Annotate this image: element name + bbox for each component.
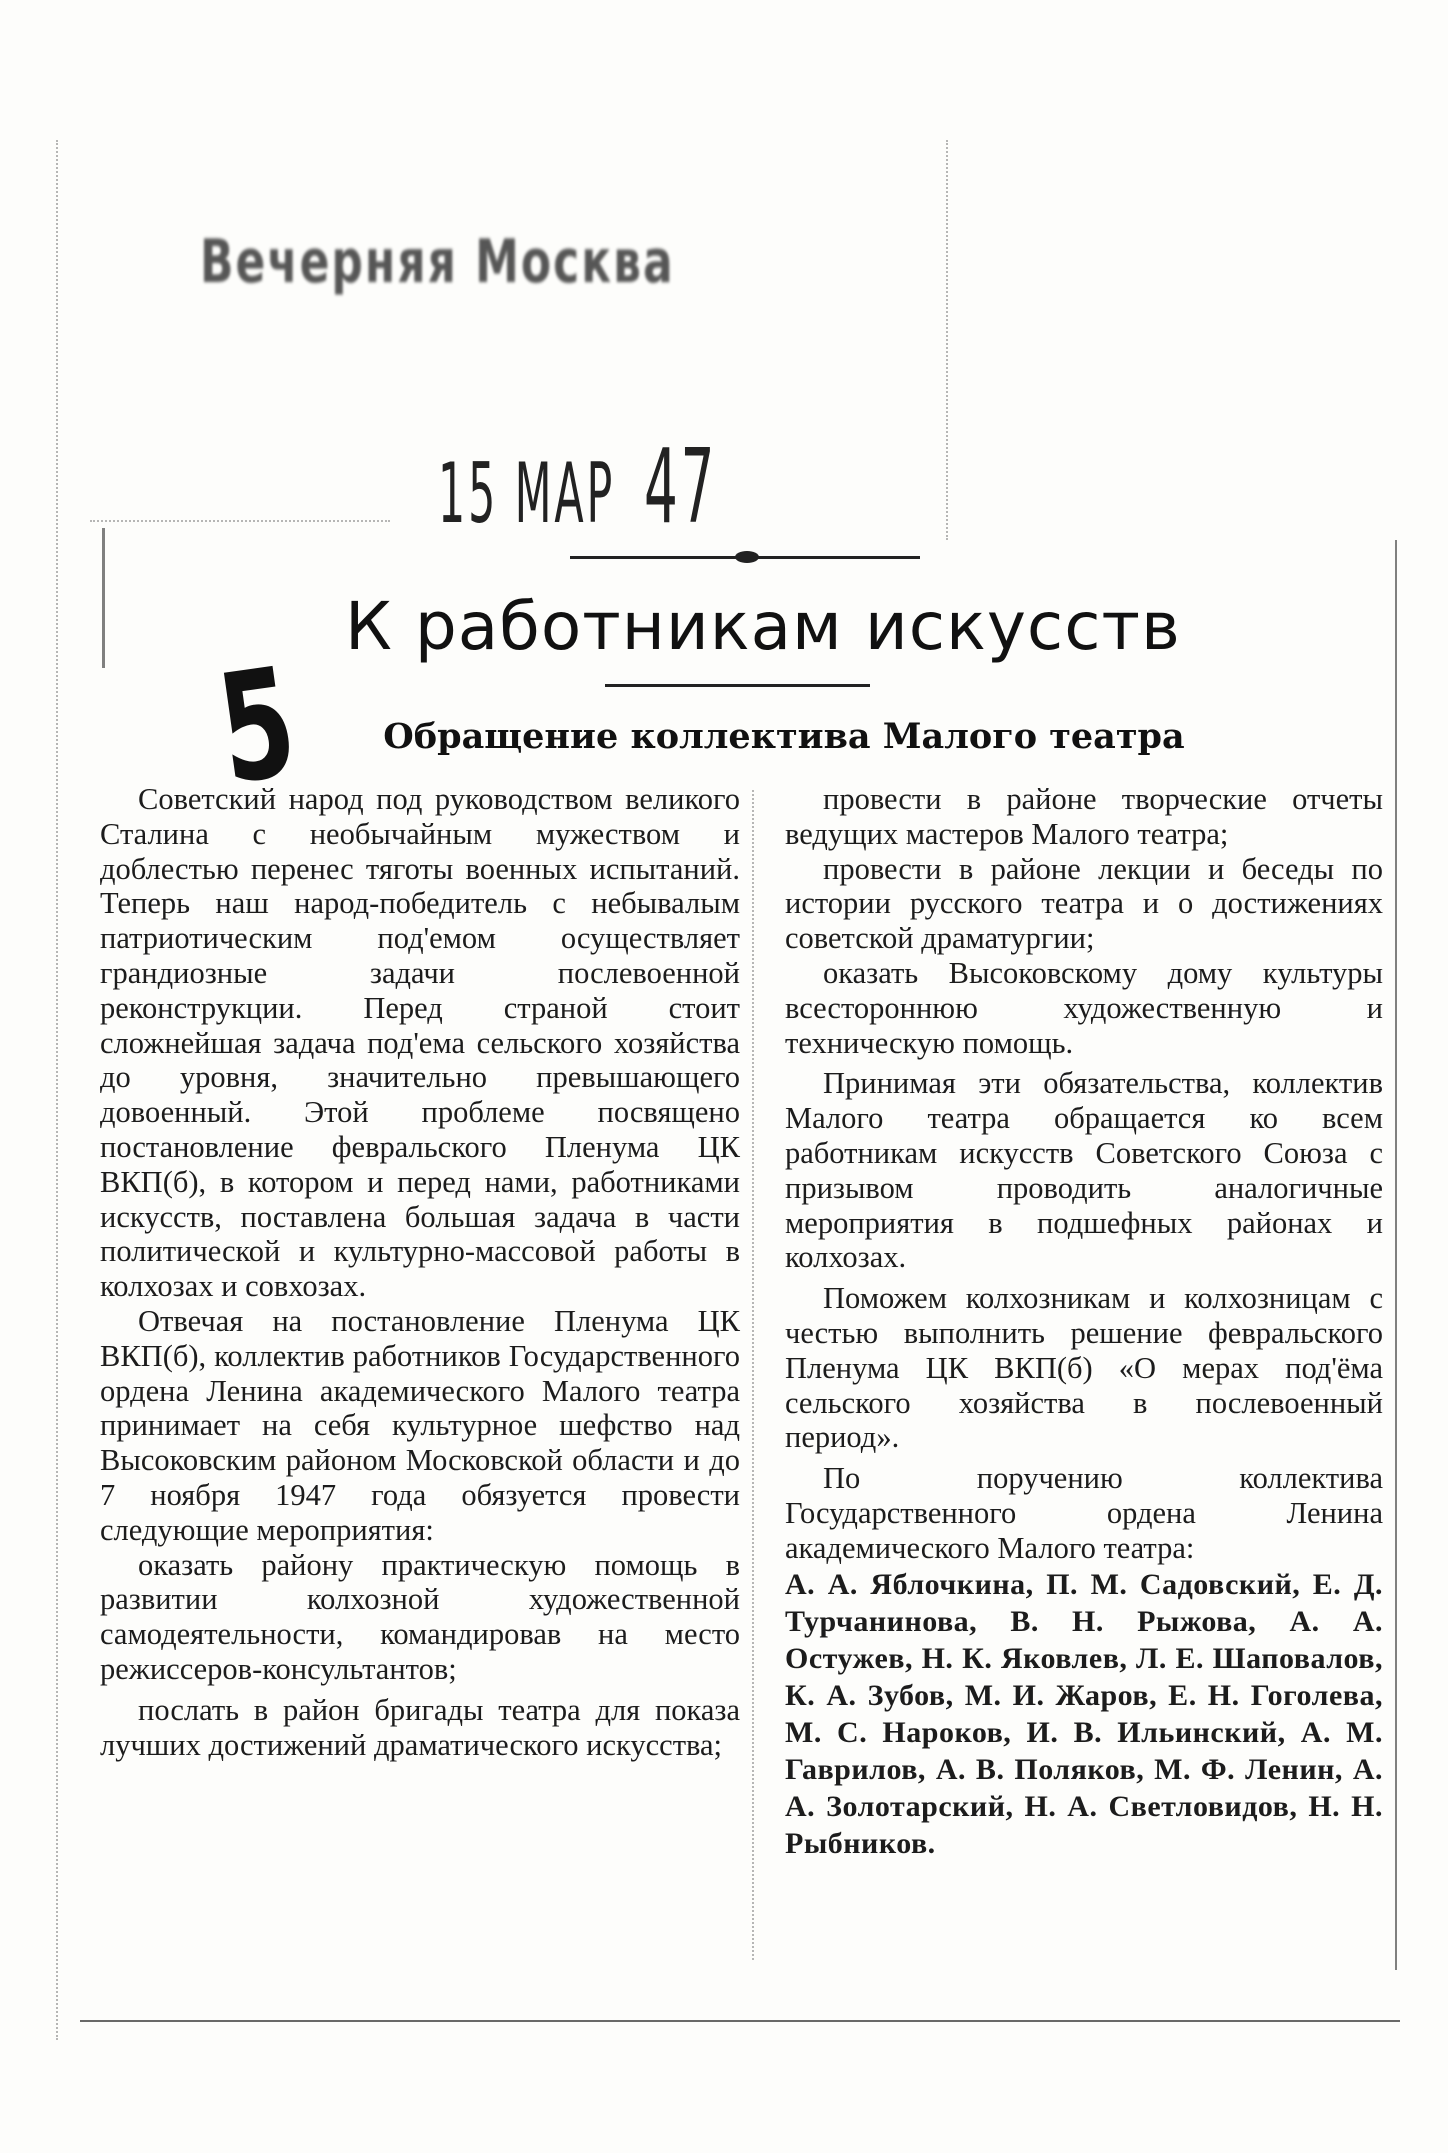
signers-list: А. А. Яблочкина, П. М. Садовский, Е. Д. Турчанинова, В. Н. Рыжова, А. А. Остужев, Н. К. Яковлев, Л. Е. Шаповалов, К. А. Зубов, М. И. Жаров, Е. Н. Гоголева, М. С. Нароков, И. В. Ильинский, А. М. Гаврилов, А. В. Поляков, М. Ф. Ленин, А. А. Золотарский, Н. А. Светловидов, Н. Н. Рыбников. [785, 1567, 1383, 1860]
paragraph: По поручению коллектива Государственного ордена Ленина академического Малого театра: [785, 1461, 1383, 1565]
right-column [785, 782, 1383, 1862]
paragraph: Поможем колхозникам и колхозницам с честью выполнить решение февральского Пленума ЦК ВКП(б) «О мерах под'ёма сельского хозяйства в послевоенный период». [785, 1281, 1383, 1455]
paragraph: Принимая эти обязательства, коллектив Малого театра обращается ко всем работникам искусств Советского Союза с призывом проводить аналогичные мероприятия в подшефных районах и колхозах. [785, 1066, 1383, 1275]
paragraph: Отвечая на постановление Пленума ЦК ВКП(б), коллектив работников Государственного ордена Ленина академического Малого театра принимает на себя культурное шефство над Высоковским районом Московской области и до 7 ноября 1947 года обязуется провести следующие мероприятия: [100, 1303, 740, 1547]
paragraph: послать в район бригады театра для показа лучших достижений драматического искусства; [100, 1692, 740, 1762]
headline: К работникам искусств [345, 588, 1181, 665]
subheadline: Обращение коллектива Малого театра [383, 716, 1185, 757]
date-stamp-day: 15 МАР [438, 445, 616, 542]
column-divider [752, 790, 754, 1960]
headline-rule [605, 684, 870, 687]
upper-border-line [90, 520, 390, 522]
bottom-border-line [80, 2020, 1400, 2022]
date-stamp [438, 428, 717, 547]
left-column [100, 782, 740, 1762]
handwritten-number: 5 [208, 635, 306, 819]
date-stamp-year: 47 [643, 428, 718, 547]
upper-right-border [946, 140, 948, 540]
paragraph: Советский народ под руководством великого Сталина с необычайным мужеством и доблестью перенес тяготы военных испытаний. Теперь наш народ-победитель с небывалым патриотическим под'емом осуществляет грандиозные задачи послевоенной реконструкции. Перед страной стоит сложнейшая задача под'ема сельского хозяйства до уровня, значительно превышающего довоенный. Этой проблеме посвящено постановление февральского Пленума ЦК ВКП(б), в котором и перед нами, работниками искусств, поставлена большая задача в части политической и культурно-массовой работы в колхозах и совхозах. [100, 782, 740, 1304]
paragraph: провести в районе лекции и беседы по истории русского театра и о достижениях советской драматургии; [785, 851, 1383, 956]
left-edge-mark [102, 528, 105, 668]
ornamental-rule [570, 556, 920, 559]
paragraph: оказать Высоковскому дому культуры всестороннюю художественную и техническую помощь. [785, 955, 1383, 1060]
publication-stamp: Вечерняя Москва [200, 228, 675, 297]
paragraph: оказать району практическую помощь в развитии колхозной художественной самодеятельности, командировав на место режиссеров-консультантов; [100, 1547, 740, 1686]
left-border [56, 140, 58, 2040]
paragraph: провести в районе творческие отчеты ведущих мастеров Малого театра; [785, 782, 1383, 851]
